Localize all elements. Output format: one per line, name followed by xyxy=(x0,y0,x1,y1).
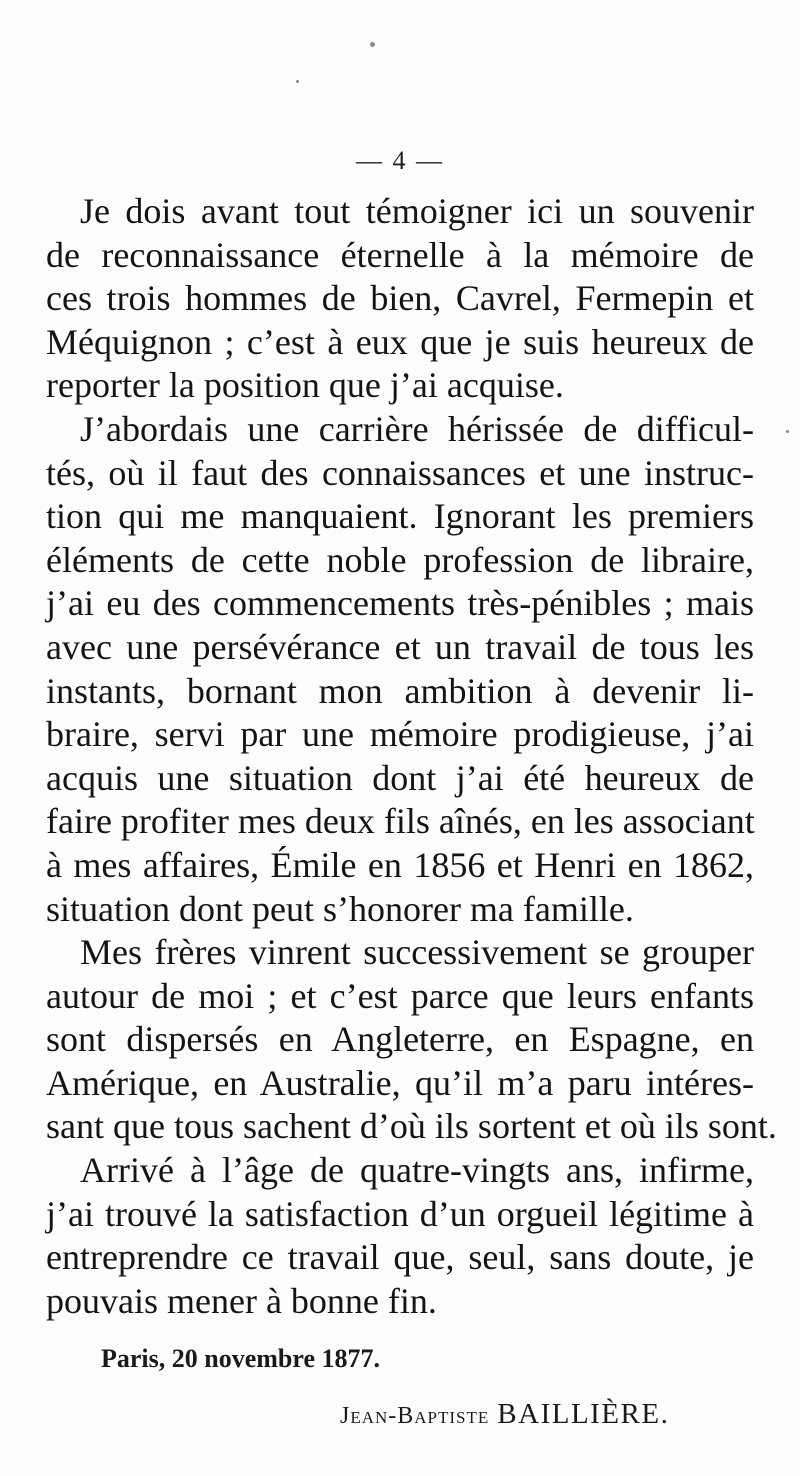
text-line: Amérique, en Australie, qu’il m’a paru intéres- xyxy=(46,1062,754,1103)
text-line: situation dont peut s’honorer ma famille. xyxy=(46,888,634,929)
text-line: ces trois hommes de bien, Cavrel, Fermepin et xyxy=(46,278,754,319)
text-line: instants, bornant mon ambition à devenir li- xyxy=(46,670,754,711)
print-speck xyxy=(786,430,789,433)
text-line: acquis une situation dont j’ai été heureux de xyxy=(46,757,754,798)
print-speck xyxy=(296,80,299,83)
text-line: faire profiter mes deux fils aînés, en les associant xyxy=(46,801,755,842)
text-line: à mes affaires, Émile en 1856 et Henri en 1862, xyxy=(46,844,754,885)
text-line: de reconnaissance éternelle à la mémoire de xyxy=(46,234,754,275)
signature-first-name: Jean-Baptiste xyxy=(340,1403,490,1429)
text-line: pouvais mener à bonne fin. xyxy=(46,1280,437,1321)
text-line: J’abordais une carrière hérissée de difficul- xyxy=(80,408,754,449)
text-line: Je dois avant tout témoigner ici un souvenir xyxy=(80,191,754,231)
print-speck xyxy=(370,42,375,47)
text-line: Mes frères vinrent successivement se grouper xyxy=(80,932,754,973)
text-line: Arrivé à l’âge de quatre-vingts ans, infirme, xyxy=(80,1150,754,1191)
signature-last-name: BAILLIÈRE. xyxy=(497,1398,670,1430)
text-line: avec une persévérance et un travail de tous les xyxy=(46,626,754,667)
text-line: sant que tous sachent d’où ils sortent et où ils sont. xyxy=(46,1106,777,1147)
text-line: autour de moi ; et c’est parce que leurs enfants xyxy=(46,975,754,1016)
page-number: — 4 — xyxy=(356,146,444,175)
date-line: Paris, 20 novembre 1877. xyxy=(101,1344,380,1373)
text-line: tés, où il faut des connaissances et une instruc- xyxy=(46,452,754,493)
text-line: j’ai trouvé la satisfaction d’un orgueil légitime à xyxy=(46,1193,754,1234)
body-text xyxy=(46,190,777,1323)
text-line: sont dispersés en Angleterre, en Espagne, en xyxy=(46,1019,754,1060)
text-line: tion qui me manquaient. Ignorant les premiers xyxy=(46,496,754,537)
text-line: entreprendre ce travail que, seul, sans doute, je xyxy=(46,1237,754,1278)
text-line: Méquignon ; c’est à eux que je suis heureux de xyxy=(46,321,754,362)
text-line: braire, servi par une mémoire prodigieuse, j’ai xyxy=(46,714,754,755)
signature xyxy=(340,1398,669,1431)
text-line: j’ai eu des commencements très-pénibles ; mais xyxy=(46,583,754,624)
text-line: éléments de cette noble profession de libraire, xyxy=(46,539,754,580)
text-line: reporter la position que j’ai acquise. xyxy=(46,365,564,406)
